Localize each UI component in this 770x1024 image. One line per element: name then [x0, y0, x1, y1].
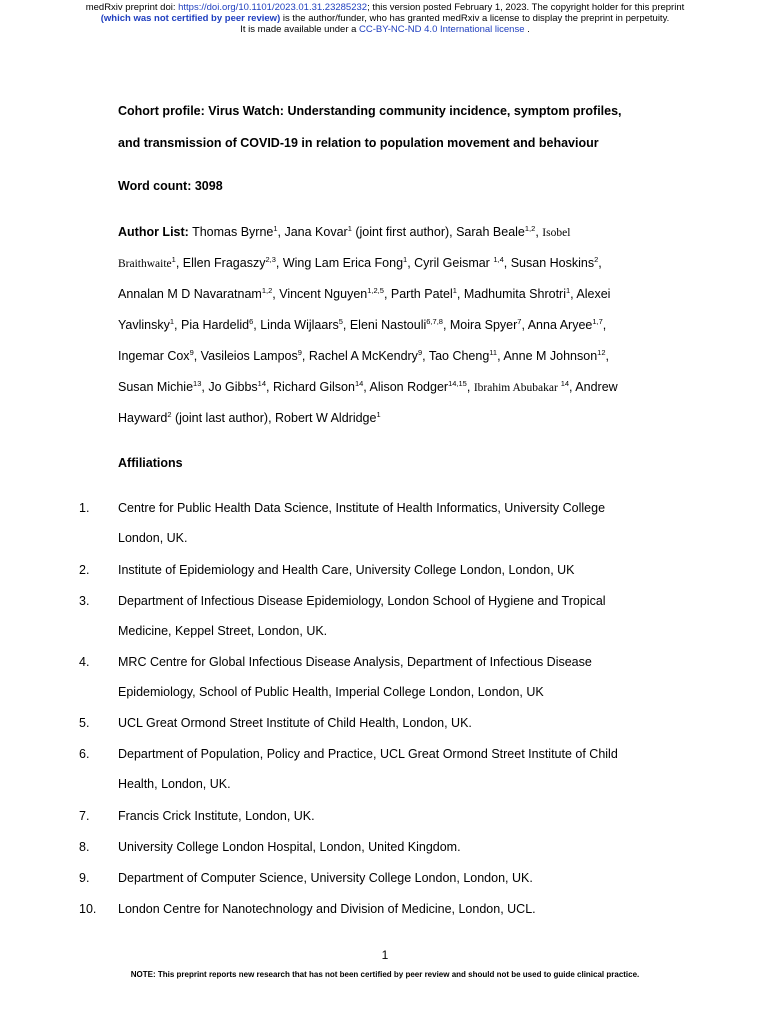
author-name: , Wing Lam Erica Fong	[275, 256, 404, 270]
affiliation-text: Francis Crick Institute, London, UK.	[118, 809, 315, 823]
author-line-6	[118, 380, 678, 394]
author-name: , Jana Kovar	[277, 225, 348, 239]
author-name: , Pia Hardelid	[174, 318, 250, 332]
affiliation-text: Centre for Public Health Data Science, Institute of Health Informatics, University College	[118, 501, 606, 515]
preprint-banner	[0, 2, 770, 35]
author-separator: ,	[466, 380, 474, 394]
author-separator: ,	[535, 225, 543, 239]
banner-line-2	[0, 13, 770, 24]
author-sup: 14	[257, 379, 267, 388]
affiliation-text: London Centre for Nanotechnology and Division of Medicine, London, UCL.	[118, 902, 536, 916]
author-sup: 2	[167, 410, 172, 419]
author-name: , Jo Gibbs	[201, 380, 258, 394]
author-sup: 5	[338, 317, 343, 326]
author-sup: 1	[347, 224, 352, 233]
author-sup: 7	[517, 317, 522, 326]
author-separator: ,	[602, 318, 607, 332]
author-separator: ,	[598, 256, 602, 270]
author-sup: 9	[189, 348, 194, 357]
author-sup: 1,4	[493, 255, 504, 264]
banner-line-3	[0, 24, 770, 35]
author-name: Thomas Byrne	[188, 225, 274, 239]
author-name: , Vasileios Lampos	[193, 349, 298, 363]
author-sup: 14,15	[448, 379, 467, 388]
word-count: Word count: 3098	[118, 179, 223, 193]
author-sup: 13	[193, 379, 202, 388]
affiliation-text: University College London Hospital, London, United Kingdom.	[118, 840, 461, 854]
affiliation-number: 1.	[79, 501, 90, 515]
author-name: , Alexei	[570, 287, 611, 301]
author-list-label: Author List:	[118, 225, 189, 239]
author-name: Annalan M D Navaratnam	[118, 287, 262, 301]
author-sup: 6,7,8	[426, 317, 443, 326]
author-sup: 14	[560, 379, 570, 388]
author-sup: 9	[417, 348, 423, 357]
author-sup: 1	[273, 224, 278, 233]
affiliation-number: 5.	[79, 716, 90, 730]
author-name: , Anne M Johnson	[497, 349, 598, 363]
banner-copyright-text: ; this version posted February 1, 2023. The copyright holder for this preprint	[367, 2, 685, 13]
author-sup: 9	[297, 348, 302, 357]
author-name: (joint first author), Sarah Beale	[351, 225, 525, 239]
preprint-disclaimer: NOTE: This preprint reports new research that has not been certified by peer review and should not be used to guide clinical practice.	[130, 970, 640, 979]
banner-license-suffix: .	[524, 24, 530, 35]
author-name: Isobel	[542, 227, 571, 239]
author-line-4	[118, 318, 678, 332]
author-line-7	[118, 411, 678, 425]
affiliation-number: 2.	[79, 563, 90, 577]
paper-title-line-1: Cohort profile: Virus Watch: Understanding community incidence, symptom profiles,	[118, 104, 622, 118]
author-sup: 14	[354, 379, 364, 388]
affiliation-number: 3.	[79, 594, 90, 608]
affiliation-text: Department of Infectious Disease Epidemiology, London School of Hygiene and Tropical	[118, 594, 606, 608]
author-sup: 1,2	[524, 224, 536, 233]
author-name: , Richard Gilson	[266, 380, 355, 394]
author-sup: 6	[249, 317, 254, 326]
banner-license-prefix: It is made available under a	[240, 24, 360, 35]
author-name: , Eleni Nastouli	[342, 318, 427, 332]
author-name: , Parth Patel	[383, 287, 453, 301]
affiliation-text: Department of Population, Policy and Practice, UCL Great Ormond Street Institute of Child	[118, 747, 618, 761]
peer-review-note: (which was not certified by peer review)	[100, 13, 281, 24]
author-sup: 1,7	[592, 317, 603, 326]
author-name: Yavlinsky	[118, 318, 170, 332]
author-name: , Rachel A McKendry	[301, 349, 418, 363]
banner-line-1	[0, 2, 770, 13]
affiliations-heading: Affiliations	[118, 456, 183, 470]
license-link[interactable]: CC-BY-NC-ND 4.0 International license	[359, 24, 525, 35]
page-number: 1	[381, 948, 389, 962]
affiliation-number: 6.	[79, 747, 90, 761]
affiliation-number: 4.	[79, 655, 90, 669]
author-name: Susan Michie	[118, 380, 194, 394]
author-sup: 1	[171, 255, 176, 264]
affiliation-text: Institute of Epidemiology and Health Care, University College London, London, UK	[118, 563, 575, 577]
author-name: Ibrahim Abubakar	[473, 382, 561, 394]
author-name: , Vincent Nguyen	[272, 287, 368, 301]
author-separator: ,	[605, 349, 609, 363]
author-sup: 1,2,5	[367, 286, 384, 295]
paper-title-line-2: and transmission of COVID-19 in relation to population movement and behaviour	[118, 136, 599, 150]
author-name: , Cyril Geismar	[407, 256, 494, 270]
affiliation-number: 10.	[79, 902, 97, 916]
author-line-2	[118, 256, 678, 270]
author-name: , Tao Cheng	[422, 349, 490, 363]
affiliation-text: UCL Great Ormond Street Institute of Child Health, London, UK.	[118, 716, 472, 730]
doi-link[interactable]: https://doi.org/10.1101/2023.01.31.23285232	[178, 2, 368, 13]
affiliation-text: Department of Computer Science, University College London, London, UK.	[118, 871, 533, 885]
author-line-5	[118, 349, 678, 363]
author-name: , Alison Rodger	[363, 380, 449, 394]
author-line-1	[118, 225, 678, 239]
author-name: (joint last author), Robert W Aldridge	[171, 411, 377, 425]
author-name: , Ellen Fragaszy	[175, 256, 266, 270]
author-name: , Moira Spyer	[442, 318, 518, 332]
author-sup: 2	[594, 255, 599, 264]
author-name: , Anna Aryee	[521, 318, 593, 332]
author-sup: 12	[597, 348, 606, 357]
affiliation-text-continued: London, UK.	[118, 531, 188, 545]
banner-license-text: is the author/funder, who has granted medRxiv a license to display the preprint in perpetuity.	[280, 13, 670, 24]
affiliation-number: 7.	[79, 809, 90, 823]
affiliation-text-continued: Health, London, UK.	[118, 777, 231, 791]
author-sup: 1,2	[261, 286, 273, 295]
author-name: Hayward	[118, 411, 168, 425]
author-sup: 11	[489, 348, 498, 357]
author-name: Braithwaite	[118, 258, 172, 270]
author-name: , Susan Hoskins	[503, 256, 595, 270]
affiliation-text-continued: Medicine, Keppel Street, London, UK.	[118, 624, 328, 638]
author-name: , Linda Wijlaars	[253, 318, 339, 332]
affiliation-number: 8.	[79, 840, 90, 854]
author-sup: 1	[565, 286, 571, 295]
affiliation-text: MRC Centre for Global Infectious Disease Analysis, Department of Infectious Disease	[118, 655, 592, 669]
affiliation-number: 9.	[79, 871, 90, 885]
author-name: Ingemar Cox	[118, 349, 190, 363]
banner-doi-prefix: medRxiv preprint doi:	[85, 2, 179, 13]
author-sup: 2,3	[265, 255, 276, 264]
author-sup: 1	[403, 255, 408, 264]
author-name: , Andrew	[569, 380, 618, 394]
affiliation-text-continued: Epidemiology, School of Public Health, Imperial College London, London, UK	[118, 685, 544, 699]
author-sup: 1	[376, 410, 381, 419]
author-line-3	[118, 287, 678, 301]
author-name: , Madhumita Shrotri	[456, 287, 566, 301]
author-sup: 1	[169, 317, 175, 326]
author-sup: 1	[452, 286, 457, 295]
